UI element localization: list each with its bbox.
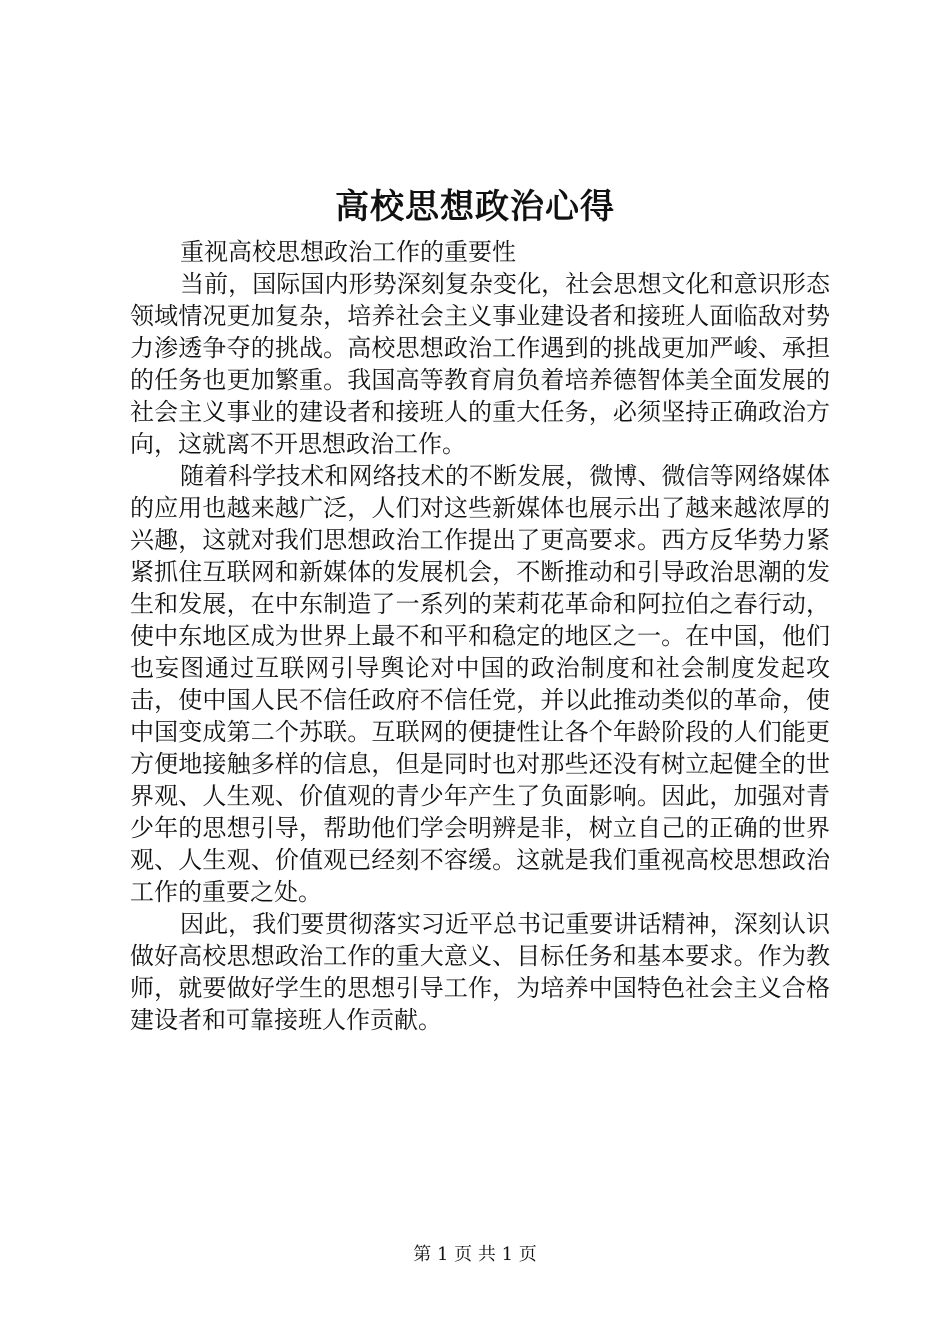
section-heading: 重视高校思想政治工作的重要性 [180,238,516,266]
document-body [130,236,830,1036]
paragraph-3: 因此，我们要贯彻落实习近平总书记重要讲话精神，深刻认识做好高校思想政治工作的重大意义、目标任务和基本要求。作为教师，就要做好学生的思想引导工作，为培养中国特色社会主义合格建设者和可靠接班人作贡献。 [130,910,830,1034]
document-title: 高校思想政治心得 [335,187,615,227]
page-number-footer: 第 1 页 共 1 页 [413,1244,537,1265]
paragraph-1: 当前，国际国内形势深刻复杂变化，社会思想文化和意识形态领域情况更加复杂，培养社会主义事业建设者和接班人面临敌对势力渗透争夺的挑战。高校思想政治工作遇到的挑战更加严峻、承担的任务也更加繁重。我国高等教育肩负着培养德智体美全面发展的社会主义事业的建设者和接班人的重大任务，必须坚持正确政治方向，这就离不开思想政治工作。 [130,270,830,458]
paragraph-2: 随着科学技术和网络技术的不断发展，微博、微信等网络媒体的应用也越来越广泛，人们对这些新媒体也展示出了越来越浓厚的兴趣，这就对我们思想政治工作提出了更高要求。西方反华势力紧紧抓住互联网和新媒体的发展机会，不断推动和引导政治思潮的发生和发展，在中东制造了一系列的茉莉花革命和阿拉伯之春行动，使中东地区成为世界上最不和平和稳定的地区之一。在中国，他们也妄图通过互联网引导舆论对中国的政治制度和社会制度发起攻击，使中国人民不信任政府不信任党，并以此推动类似的革命，使中国变成第二个苏联。互联网的便捷性让各个年龄阶段的人们能更方便地接触多样的信息，但是同时也对那些还没有树立起健全的世界观、人生观、价值观的青少年产生了负面影响。因此，加强对青少年的思想引导，帮助他们学会明辨是非，树立自己的正确的世界观、人生观、价值观已经刻不容缓。这就是我们重视高校思想政治工作的重要之处。 [130,462,830,906]
